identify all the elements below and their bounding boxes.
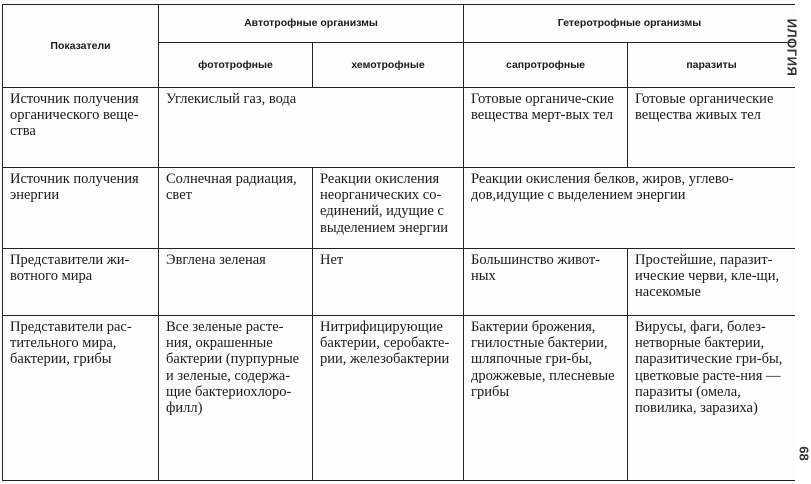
cell-phototrophs-animals: Эвглена зеленая bbox=[159, 249, 313, 316]
cell-saprotrophs-plants: Бактерии брожения, гнилостные бактерии, шляпочные гри-бы, дрожжевые, плесневые грибы bbox=[464, 316, 628, 481]
cell-parasites-organic-source: Готовые органические вещества живых тел bbox=[628, 88, 796, 168]
cell-chemotrophs-plants: Нитрифицирующие бактерии, серобакте-рии, железобактерии bbox=[313, 316, 464, 481]
cell-parasites-animals: Простейшие, паразит-ические черви, кле-щи, насекомые bbox=[628, 249, 796, 316]
header-heterotrophs: Гетеротрофные организмы bbox=[464, 5, 796, 43]
margin-page-fragment: 68 bbox=[796, 446, 811, 461]
table-row bbox=[3, 249, 796, 316]
cell-saprotrophs-animals: Большинство живот-ных bbox=[464, 249, 628, 316]
cell-phototrophs-energy-source: Солнечная радиация, свет bbox=[159, 168, 313, 249]
header-phototrophs: фототрофные bbox=[159, 43, 313, 88]
cell-parasites-plants: Вирусы, фаги, болез-нетворные бактерии, паразитические гри-бы, цветковые расте-ния — паразиты (омела, повилика, заразиха) bbox=[628, 316, 796, 481]
organism-nutrition-table bbox=[2, 4, 796, 481]
row-label-plants-bacteria-fungi: Представители рас-тительного мира, бактерии, грибы bbox=[3, 316, 159, 481]
header-autotrophs: Автотрофные организмы bbox=[159, 5, 464, 43]
header-indicators: Показатели bbox=[3, 5, 159, 88]
cell-saprotrophs-organic-source: Готовые органиче-ские вещества мерт-вых тел bbox=[464, 88, 628, 168]
table-row bbox=[3, 316, 796, 481]
row-label-organic-source: Источник получения органического веще-ства bbox=[3, 88, 159, 168]
table-row bbox=[3, 88, 796, 168]
header-saprotrophs: сапротрофные bbox=[464, 43, 628, 88]
table-row bbox=[3, 168, 796, 249]
cell-autotrophs-organic-source: Углекислый газ, вода bbox=[159, 88, 464, 168]
margin-side-text: ИЛОГИЯ bbox=[784, 18, 800, 77]
cell-chemotrophs-energy-source: Реакции окисления неорганических со-единений, идущие с выделением энергии bbox=[313, 168, 464, 249]
cell-chemotrophs-animals: Нет bbox=[313, 249, 464, 316]
header-parasites: паразиты bbox=[628, 43, 796, 88]
row-label-energy-source: Источник получения энергии bbox=[3, 168, 159, 249]
header-row-1 bbox=[3, 5, 796, 43]
page-margin-strip bbox=[784, 0, 811, 484]
header-chemotrophs: хемотрофные bbox=[313, 43, 464, 88]
cell-phototrophs-plants: Все зеленые расте-ния, окрашенные бактерии (пурпурные и зеленые, содержа-щие бактериохлоро-филл) bbox=[159, 316, 313, 481]
cell-heterotrophs-energy-source: Реакции окисления белков, жиров, углево-дов,идущие с выделением энергии bbox=[464, 168, 796, 249]
row-label-animals: Представители жи-вотного мира bbox=[3, 249, 159, 316]
